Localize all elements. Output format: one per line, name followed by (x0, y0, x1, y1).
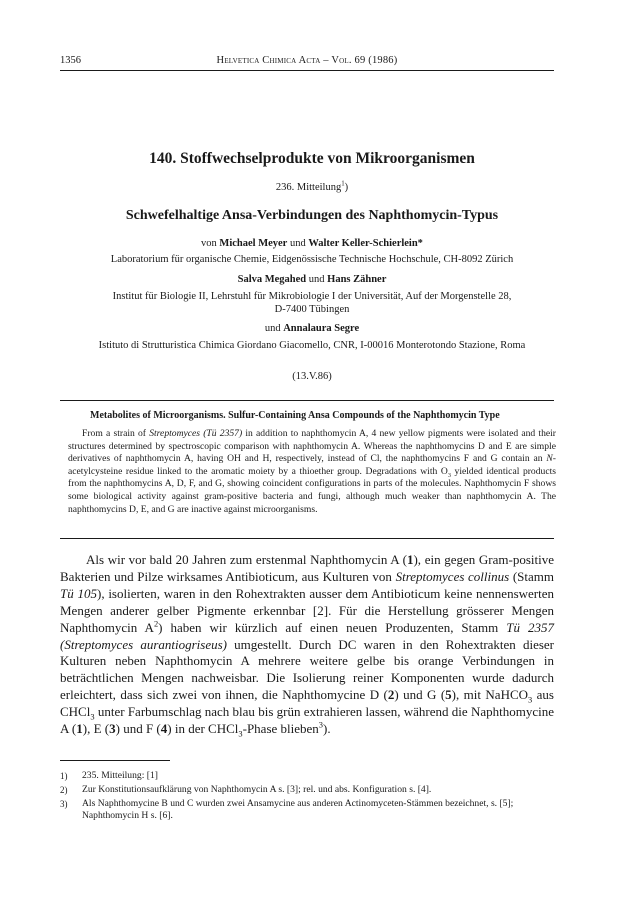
author-name: Michael Meyer (219, 238, 288, 249)
running-header (60, 55, 554, 69)
footnote-mark: 1) (60, 771, 68, 781)
body-paragraph (60, 552, 554, 738)
author-conjunction: und (306, 274, 328, 285)
abstract-text (68, 428, 556, 516)
received-date: (13.V.86) (292, 371, 332, 382)
subscript: 3 (528, 694, 533, 705)
abstract-subscript: 3 (447, 471, 451, 479)
affiliation-1: Laboratorium für organische Chemie, Eidgenössische Technische Hochschule, CH-8092 Zürich (110, 254, 514, 265)
paper-subtitle: Schwefelhaltige Ansa-Verbindungen des Naphthomycin-Typus (125, 208, 499, 223)
header-rule (60, 70, 554, 71)
body-span: ) in der CHCl (167, 721, 239, 737)
abstract-span: in addition to naphthomycin A, 4 new yellow pigments were isolated and their structures determined by spectroscopic comparison with naphthomycin A. Whereas the naphthomycins D and E are simple derivatives of naphthomycin A, having OH and H, respectively, instead of Cl, the naphthomycins F and G contain an (68, 428, 556, 465)
author-prefix: von (201, 238, 220, 249)
body-span: unter Farbumschlag nach blau bis grün extrahieren lassen, während die Naphthomycine A ( (60, 704, 554, 737)
footnote-1 (60, 770, 554, 784)
author-name: Hans Zähner (327, 274, 387, 285)
body-span: ) und G ( (394, 687, 446, 703)
body-span: -Phase blieben (242, 721, 319, 737)
abstract-span: From a strain of (82, 428, 150, 439)
subscript: 3 (238, 728, 243, 739)
compound-number: 1 (406, 552, 414, 567)
body-span: ), ein gegen Gram-positive Bakterien und Pilze wirksames Antibioticum, aus Kulturen von (60, 552, 555, 584)
body-span: Als wir vor bald 20 Jahren zum erstenmal Naphthomycin A ( (86, 552, 407, 567)
communication-footnote-mark: 1 (341, 180, 345, 188)
footnote-text: 235. Mitteilung: [1] (82, 770, 158, 781)
author-name: Walter Keller-Schierlein* (308, 238, 423, 249)
compound-number: 5 (445, 687, 452, 703)
abstract-span: yielded identical products from the naphthomycins A, D, F, and G, showing coincident configurations in parts of the molecules. Naphthomycin F shows some biological activity against gram-positive bacteria and fungi, although much weaker than naphthomycin A. The naphthomycins D, E, and G are inactive against microorganisms. (68, 465, 556, 515)
footnote-2 (60, 784, 554, 798)
author-line-3 (40, 323, 584, 334)
strain-name: Tü 2357 (Streptomyces aurantiogriseus) (60, 619, 555, 652)
affiliation-2-line-2: D-7400 Tübingen (274, 304, 350, 315)
page-number: 1356 (60, 55, 81, 66)
author-name: Salva Megahed (237, 274, 307, 285)
body-span: ) haben wir kürzlich auf einen neuen Produzenten, Stamm (158, 619, 507, 635)
compound-number: 2 (387, 687, 395, 703)
body-span: (Stamm (509, 568, 554, 584)
abstract-top-rule (60, 400, 554, 401)
footnote-rule (60, 760, 170, 761)
footnote-mark: 2) (60, 785, 68, 795)
journal-line: Helvetica Chimica Acta – Vol. 69 (1986) (216, 55, 398, 66)
body-span: ). (323, 721, 331, 737)
abstract-title: Metabolites of Microorganisms. Sulfur-Containing Ansa Compounds of the Naphthomycin Type (90, 410, 500, 421)
body-span: umgestellt. Durch DC waren in den Rohextrakten dieser Kulturen neben Naphthomycin A mehrere weitere gelbe bis orange Verbindungen in beträchtlichen Mengen nachweisbar. Die Isolierung reiner Komponenten wurde dadurch erleichtert, dass sich zwei von ihnen, die Naphthomycine D ( (60, 636, 555, 703)
compound-number: 3 (109, 721, 116, 737)
footnote-ref: 3 (318, 719, 323, 730)
body-span: ), isolierten, waren in den Rohextrakten ausser dem Antibioticum keine nennenswerten Mengen anderer gelber Pigmente erkennbar [2]. Für die Herstellung grösserer Mengen Naphthomycin A (60, 585, 554, 635)
body-span: aus CHCl (60, 687, 554, 720)
body-span: ), E ( (82, 721, 110, 737)
paper-title: 140. Stoffwechselprodukte von Mikroorganismen (149, 150, 475, 167)
author-prefix: und (264, 323, 284, 334)
footnote-text: Zur Konstitutionsaufklärung von Naphthomycin A s. [3]; rel. und abs. Konfiguration s. [4]. (82, 784, 432, 795)
footnote-text: Als Naphthomycine B und C wurden zwei Ansamycine aus anderen Actinomyceten-Stämmen bezeichnet, s. [5]; Naphthomycin H s. [6]. (82, 798, 514, 821)
abstract-italic-n: N (546, 453, 553, 465)
strain-name: Tü 105 (60, 585, 97, 601)
affiliation-3: Istituto di Strutturistica Chimica Giordano Giacomello, CNR, I-00016 Monterotondo Stazione, Roma (98, 340, 526, 351)
abstract-span: -acetylcysteine residue linked to the aromatic moiety by a thioether group. Degradations with O (68, 453, 556, 477)
abstract-strain: Streptomyces (Tü 2357) (149, 428, 243, 439)
abstract-bottom-rule (60, 538, 554, 539)
affiliation-2-line-1: Institut für Biologie II, Lehrstuhl für Mikrobiologie I der Universität, Auf der Morgenstelle 28, (112, 291, 512, 302)
compound-number: 1 (76, 721, 83, 737)
footnote-ref: 2 (153, 618, 159, 629)
body-span: ) und F ( (115, 721, 161, 737)
compound-number: 4 (160, 721, 168, 737)
author-conjunction: und (287, 238, 309, 249)
author-name: Annalaura Segre (283, 323, 360, 334)
species-name: Streptomyces collinus (395, 568, 510, 584)
author-line-1 (40, 238, 584, 249)
footnote-3 (60, 798, 554, 824)
author-line-2 (40, 274, 584, 285)
communication-text: 236. Mitteilung (275, 182, 342, 193)
communication-line: 236. Mitteilung$^1$) (275, 180, 349, 193)
body-span: ), mit NaHCO (451, 687, 529, 703)
footnote-mark: 3) (60, 799, 68, 809)
subscript: 3 (90, 711, 95, 722)
